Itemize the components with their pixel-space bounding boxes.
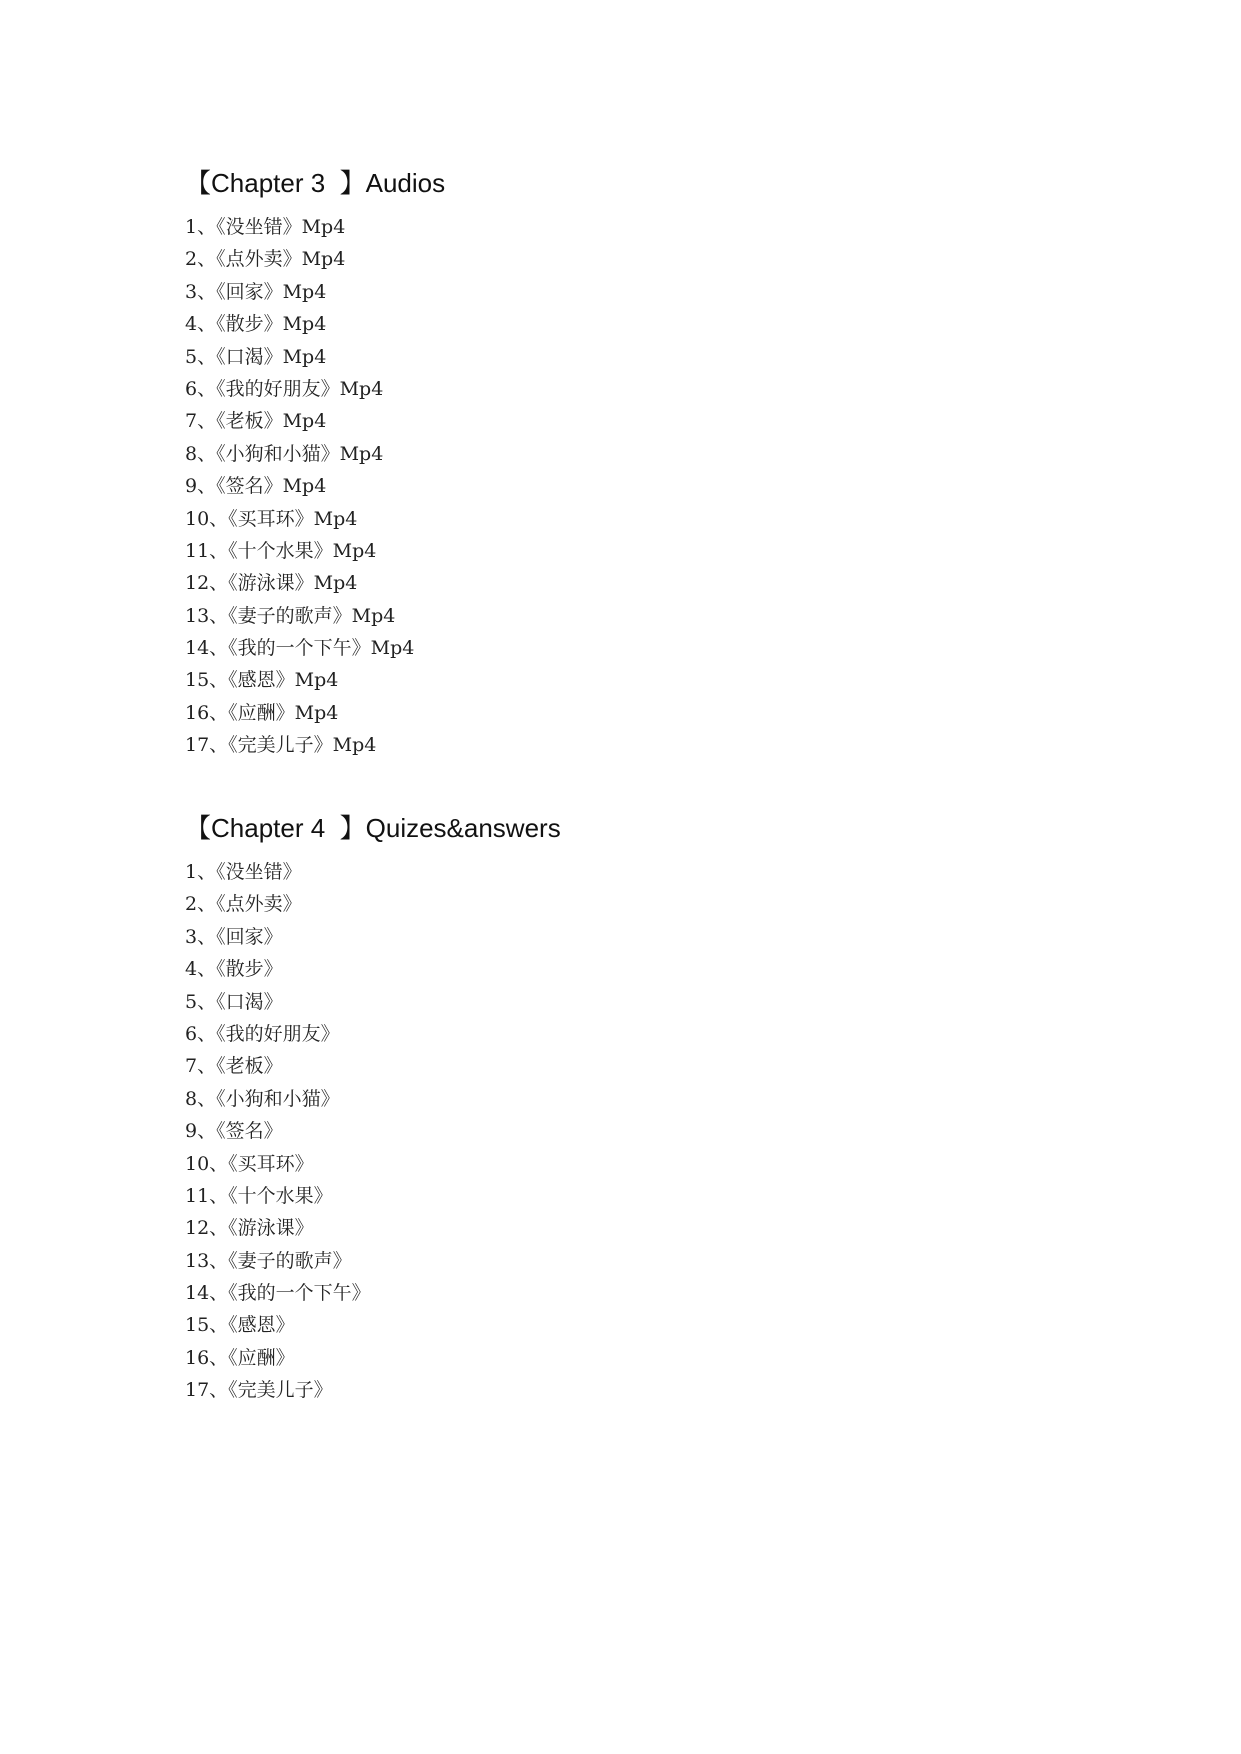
list-item: 1、《没坐错》 xyxy=(185,861,302,883)
list-item: 17、《完美儿子》Mp4 xyxy=(185,734,377,757)
list-item: 14、《我的一个下午》Mp4 xyxy=(185,637,415,660)
list-item: 15、《感恩》Mp4 xyxy=(185,669,339,692)
list-item: 9、《签名》 xyxy=(185,1120,283,1143)
chapter-4-heading: 【Chapter 4 】Quizes&answers xyxy=(185,813,561,843)
chapter-4-quiz-list xyxy=(185,856,985,1407)
list-item: 15、《感恩》 xyxy=(185,1314,295,1337)
list-item: 12、《游泳课》Mp4 xyxy=(185,572,358,595)
list-item: 12、《游泳课》 xyxy=(185,1217,314,1240)
list-item: 17、《完美儿子》 xyxy=(185,1379,333,1402)
chapter-3-heading: 【Chapter 3 】Audios xyxy=(185,168,446,198)
list-item: 8、《小狗和小猫》 xyxy=(185,1087,340,1110)
list-item: 3、《回家》 xyxy=(185,925,283,948)
list-item: 4、《散步》 xyxy=(185,958,283,981)
list-item: 13、《妻子的歌声》Mp4 xyxy=(185,604,396,627)
chapter-3-audios-section xyxy=(185,161,985,762)
list-item: 2、《点外卖》 xyxy=(185,893,302,916)
list-item: 4、《散步》Mp4 xyxy=(185,313,327,336)
list-item: 3、《回家》Mp4 xyxy=(185,280,327,303)
list-item: 11、《十个水果》Mp4 xyxy=(185,539,377,562)
list-item: 6、《我的好朋友》 xyxy=(185,1022,340,1045)
list-item: 16、《应酬》 xyxy=(185,1346,295,1369)
list-item: 5、《口渴》Mp4 xyxy=(185,345,327,368)
chapter-4-quizzes-section xyxy=(185,806,985,1407)
list-item: 6、《我的好朋友》Mp4 xyxy=(185,377,384,400)
list-item: 10、《买耳环》Mp4 xyxy=(185,507,358,530)
list-item: 14、《我的一个下午》 xyxy=(185,1282,371,1305)
list-item: 13、《妻子的歌声》 xyxy=(185,1249,352,1272)
list-item: 1、《没坐错》Mp4 xyxy=(185,216,346,238)
list-item: 7、《老板》 xyxy=(185,1055,283,1078)
list-item: 7、《老板》Mp4 xyxy=(185,410,327,433)
list-item: 9、《签名》Mp4 xyxy=(185,475,327,498)
list-item: 16、《应酬》Mp4 xyxy=(185,701,339,724)
list-item: 5、《口渴》 xyxy=(185,990,283,1013)
list-item: 8、《小狗和小猫》Mp4 xyxy=(185,442,384,465)
list-item: 11、《十个水果》 xyxy=(185,1184,333,1207)
list-item: 2、《点外卖》Mp4 xyxy=(185,248,346,271)
list-item: 10、《买耳环》 xyxy=(185,1152,314,1175)
chapter-3-audio-list xyxy=(185,211,985,762)
